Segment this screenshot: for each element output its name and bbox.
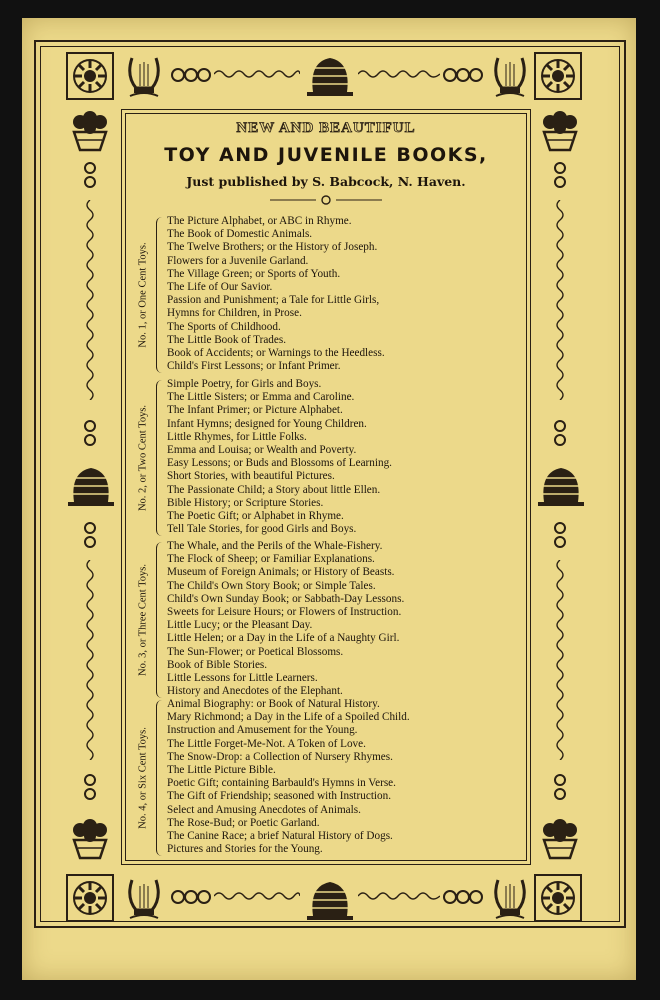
- list-item: The Sports of Childhood.: [167, 320, 281, 333]
- rosette-ornament-bottom-right: [534, 874, 582, 922]
- book-list: [167, 378, 522, 536]
- scroll-ornament-right-1: [552, 160, 568, 196]
- list-item: Infant Hymns; designed for Young Children.: [167, 417, 367, 430]
- brace-mark: [156, 700, 163, 856]
- list-item: Hymns for Children, in Prose.: [167, 307, 302, 320]
- list-item: The Passionate Child; a Story about little Ellen.: [167, 483, 381, 496]
- list-item: Flowers for a Juvenile Garland.: [167, 254, 309, 267]
- beehive-ornament-left: [64, 464, 118, 508]
- scroll-ornament-top-left: [170, 64, 212, 86]
- list-item: The Sun-Flower; or Poetical Blossoms.: [167, 645, 344, 658]
- list-item: The Canine Race; a brief Natural History of Dogs.: [167, 829, 393, 842]
- list-item: Select and Amusing Anecdotes of Animals.: [167, 803, 361, 816]
- list-item: Instruction and Amusement for the Young.: [167, 724, 358, 737]
- list-item: Museum of Foreign Animals; or History of Beasts.: [167, 566, 395, 579]
- list-item: The Picture Alphabet, or ABC in Rhyme.: [167, 215, 352, 227]
- list-item: The Whale, and the Perils of the Whale-Fishery.: [167, 540, 383, 552]
- scroll-ornament-left-1: [82, 160, 98, 196]
- section-one-cent-toys: [132, 215, 522, 375]
- list-item: Little Rhymes, for Little Folks.: [167, 430, 307, 443]
- scroll-ornament-left-4: [82, 772, 98, 808]
- flower-basket-ornament-bottom-right: [536, 818, 584, 864]
- heading-new-and-beautiful: NEW AND BEAUTIFUL: [236, 120, 416, 136]
- list-item: Simple Poetry, for Girls and Boys.: [167, 378, 322, 390]
- section-label: No. 4, or Six Cent Toys.: [137, 727, 149, 829]
- beehive-ornament-right: [534, 464, 588, 508]
- list-item: Short Stories, with beautiful Pictures.: [167, 470, 335, 483]
- list-item: The Book of Domestic Animals.: [167, 228, 313, 241]
- list-item: The Gift of Friendship; seasoned with Instruction.: [167, 790, 392, 803]
- list-item: Emma and Louisa; or Wealth and Poverty.: [167, 443, 357, 456]
- list-item: The Child's Own Story Book; or Simple Tales.: [167, 579, 376, 592]
- list-item: The Poetic Gift; or Alphabet in Rhyme.: [167, 509, 344, 522]
- flower-basket-ornament-top-right: [536, 110, 584, 156]
- list-item: Sweets for Leisure Hours; or Flowers of Instruction.: [167, 605, 402, 618]
- list-item: Book of Accidents; or Warnings to the Heedless.: [167, 346, 385, 359]
- list-item: Child's First Lessons; or Infant Primer.: [167, 360, 341, 373]
- list-item: Little Lucy; or the Pleasant Day.: [167, 619, 313, 632]
- list-item: Mary Richmond; a Day in the Life of a Spoiled Child.: [167, 711, 410, 724]
- list-item: Little Lessons for Little Learners.: [167, 671, 318, 684]
- scroll-ornament-bottom-right: [442, 886, 484, 908]
- wave-rule-left-upper: [82, 200, 98, 400]
- list-item: Easy Lessons; or Buds and Blossoms of Learning.: [167, 457, 392, 470]
- lyre-ornament-top-left: [122, 52, 166, 100]
- list-item: The Village Green; or Sports of Youth.: [167, 267, 341, 280]
- brace-mark: [156, 380, 163, 536]
- list-item: The Little Forget-Me-Not. A Token of Love.: [167, 737, 366, 750]
- rosette-ornament-bottom-left: [66, 874, 114, 922]
- list-item: Little Helen; or a Day in the Life of a Naughty Girl.: [167, 632, 400, 645]
- section-label: No. 1, or One Cent Toys.: [137, 242, 149, 348]
- section-two-cent-toys: [132, 378, 522, 538]
- wave-rule-top-right: [358, 66, 440, 82]
- lyre-ornament-bottom-left: [122, 874, 166, 922]
- list-item: The Little Picture Bible.: [167, 763, 276, 776]
- scroll-ornament-left-2: [82, 418, 98, 454]
- list-item: The Flock of Sheep; or Familiar Explanations.: [167, 553, 375, 566]
- rosette-ornament-top-left: [66, 52, 114, 100]
- section-three-cent-toys: [132, 540, 522, 700]
- beehive-ornament-top: [303, 54, 357, 98]
- section-label: No. 3, or Three Cent Toys.: [137, 563, 149, 677]
- separator-ornament: [270, 194, 382, 206]
- wave-rule-right-upper: [552, 200, 568, 400]
- list-item: The Snow-Drop: a Collection of Nursery Rhymes.: [167, 750, 393, 763]
- scroll-ornament-right-3: [552, 520, 568, 556]
- list-item: The Life of Our Savior.: [167, 280, 273, 293]
- list-item: Passion and Punishment; a Tale for Little Girls,: [167, 294, 380, 307]
- list-item: Pictures and Stories for the Young.: [167, 843, 323, 856]
- rosette-ornament-top-right: [534, 52, 582, 100]
- scroll-ornament-top-right: [442, 64, 484, 86]
- lyre-ornament-bottom-right: [488, 874, 532, 922]
- wave-rule-bottom-left: [214, 888, 300, 904]
- book-list: [167, 540, 522, 698]
- scroll-ornament-left-3: [82, 520, 98, 556]
- scroll-ornament-bottom-left: [170, 886, 212, 908]
- list-item: Tell Tale Stories, for good Girls and Boys.: [167, 523, 357, 536]
- list-item: The Little Book of Trades.: [167, 333, 287, 346]
- brace-mark: [156, 217, 163, 373]
- beehive-ornament-bottom: [303, 878, 357, 922]
- list-item: The Infant Primer; or Picture Alphabet.: [167, 404, 343, 417]
- publisher-line: Just published by S. Babcock, N. Haven.: [186, 174, 466, 189]
- list-item: Book of Bible Stories.: [167, 658, 268, 671]
- flower-basket-ornament-top-left: [66, 110, 114, 156]
- lyre-ornament-top-right: [488, 52, 532, 100]
- list-item: The Rose-Bud; or Poetic Garland.: [167, 816, 320, 829]
- wave-rule-top-left: [214, 66, 300, 82]
- wave-rule-left-lower: [82, 560, 98, 760]
- list-item: The Little Sisters; or Emma and Caroline.: [167, 391, 355, 404]
- flower-basket-ornament-bottom-left: [66, 818, 114, 864]
- book-list: [167, 215, 522, 373]
- wave-rule-bottom-right: [358, 888, 440, 904]
- book-list: [167, 698, 522, 856]
- list-item: The Twelve Brothers; or the History of Joseph.: [167, 241, 378, 254]
- heading-toy-and-juvenile-books: TOY AND JUVENILE BOOKS,: [164, 144, 488, 166]
- scroll-ornament-right-4: [552, 772, 568, 808]
- section-six-cent-toys: [132, 698, 522, 858]
- wave-rule-right-lower: [552, 560, 568, 760]
- brace-mark: [156, 542, 163, 698]
- list-item: History and Anecdotes of the Elephant.: [167, 685, 343, 698]
- list-item: Poetic Gift; containing Barbauld's Hymns in Verse.: [167, 777, 396, 790]
- list-item: Child's Own Sunday Book; or Sabbath-Day Lessons.: [167, 592, 405, 605]
- list-item: Bible History; or Scripture Stories.: [167, 496, 324, 509]
- list-item: Animal Biography: or Book of Natural History.: [167, 698, 380, 710]
- section-label: No. 2, or Two Cent Toys.: [137, 404, 149, 512]
- scroll-ornament-right-2: [552, 418, 568, 454]
